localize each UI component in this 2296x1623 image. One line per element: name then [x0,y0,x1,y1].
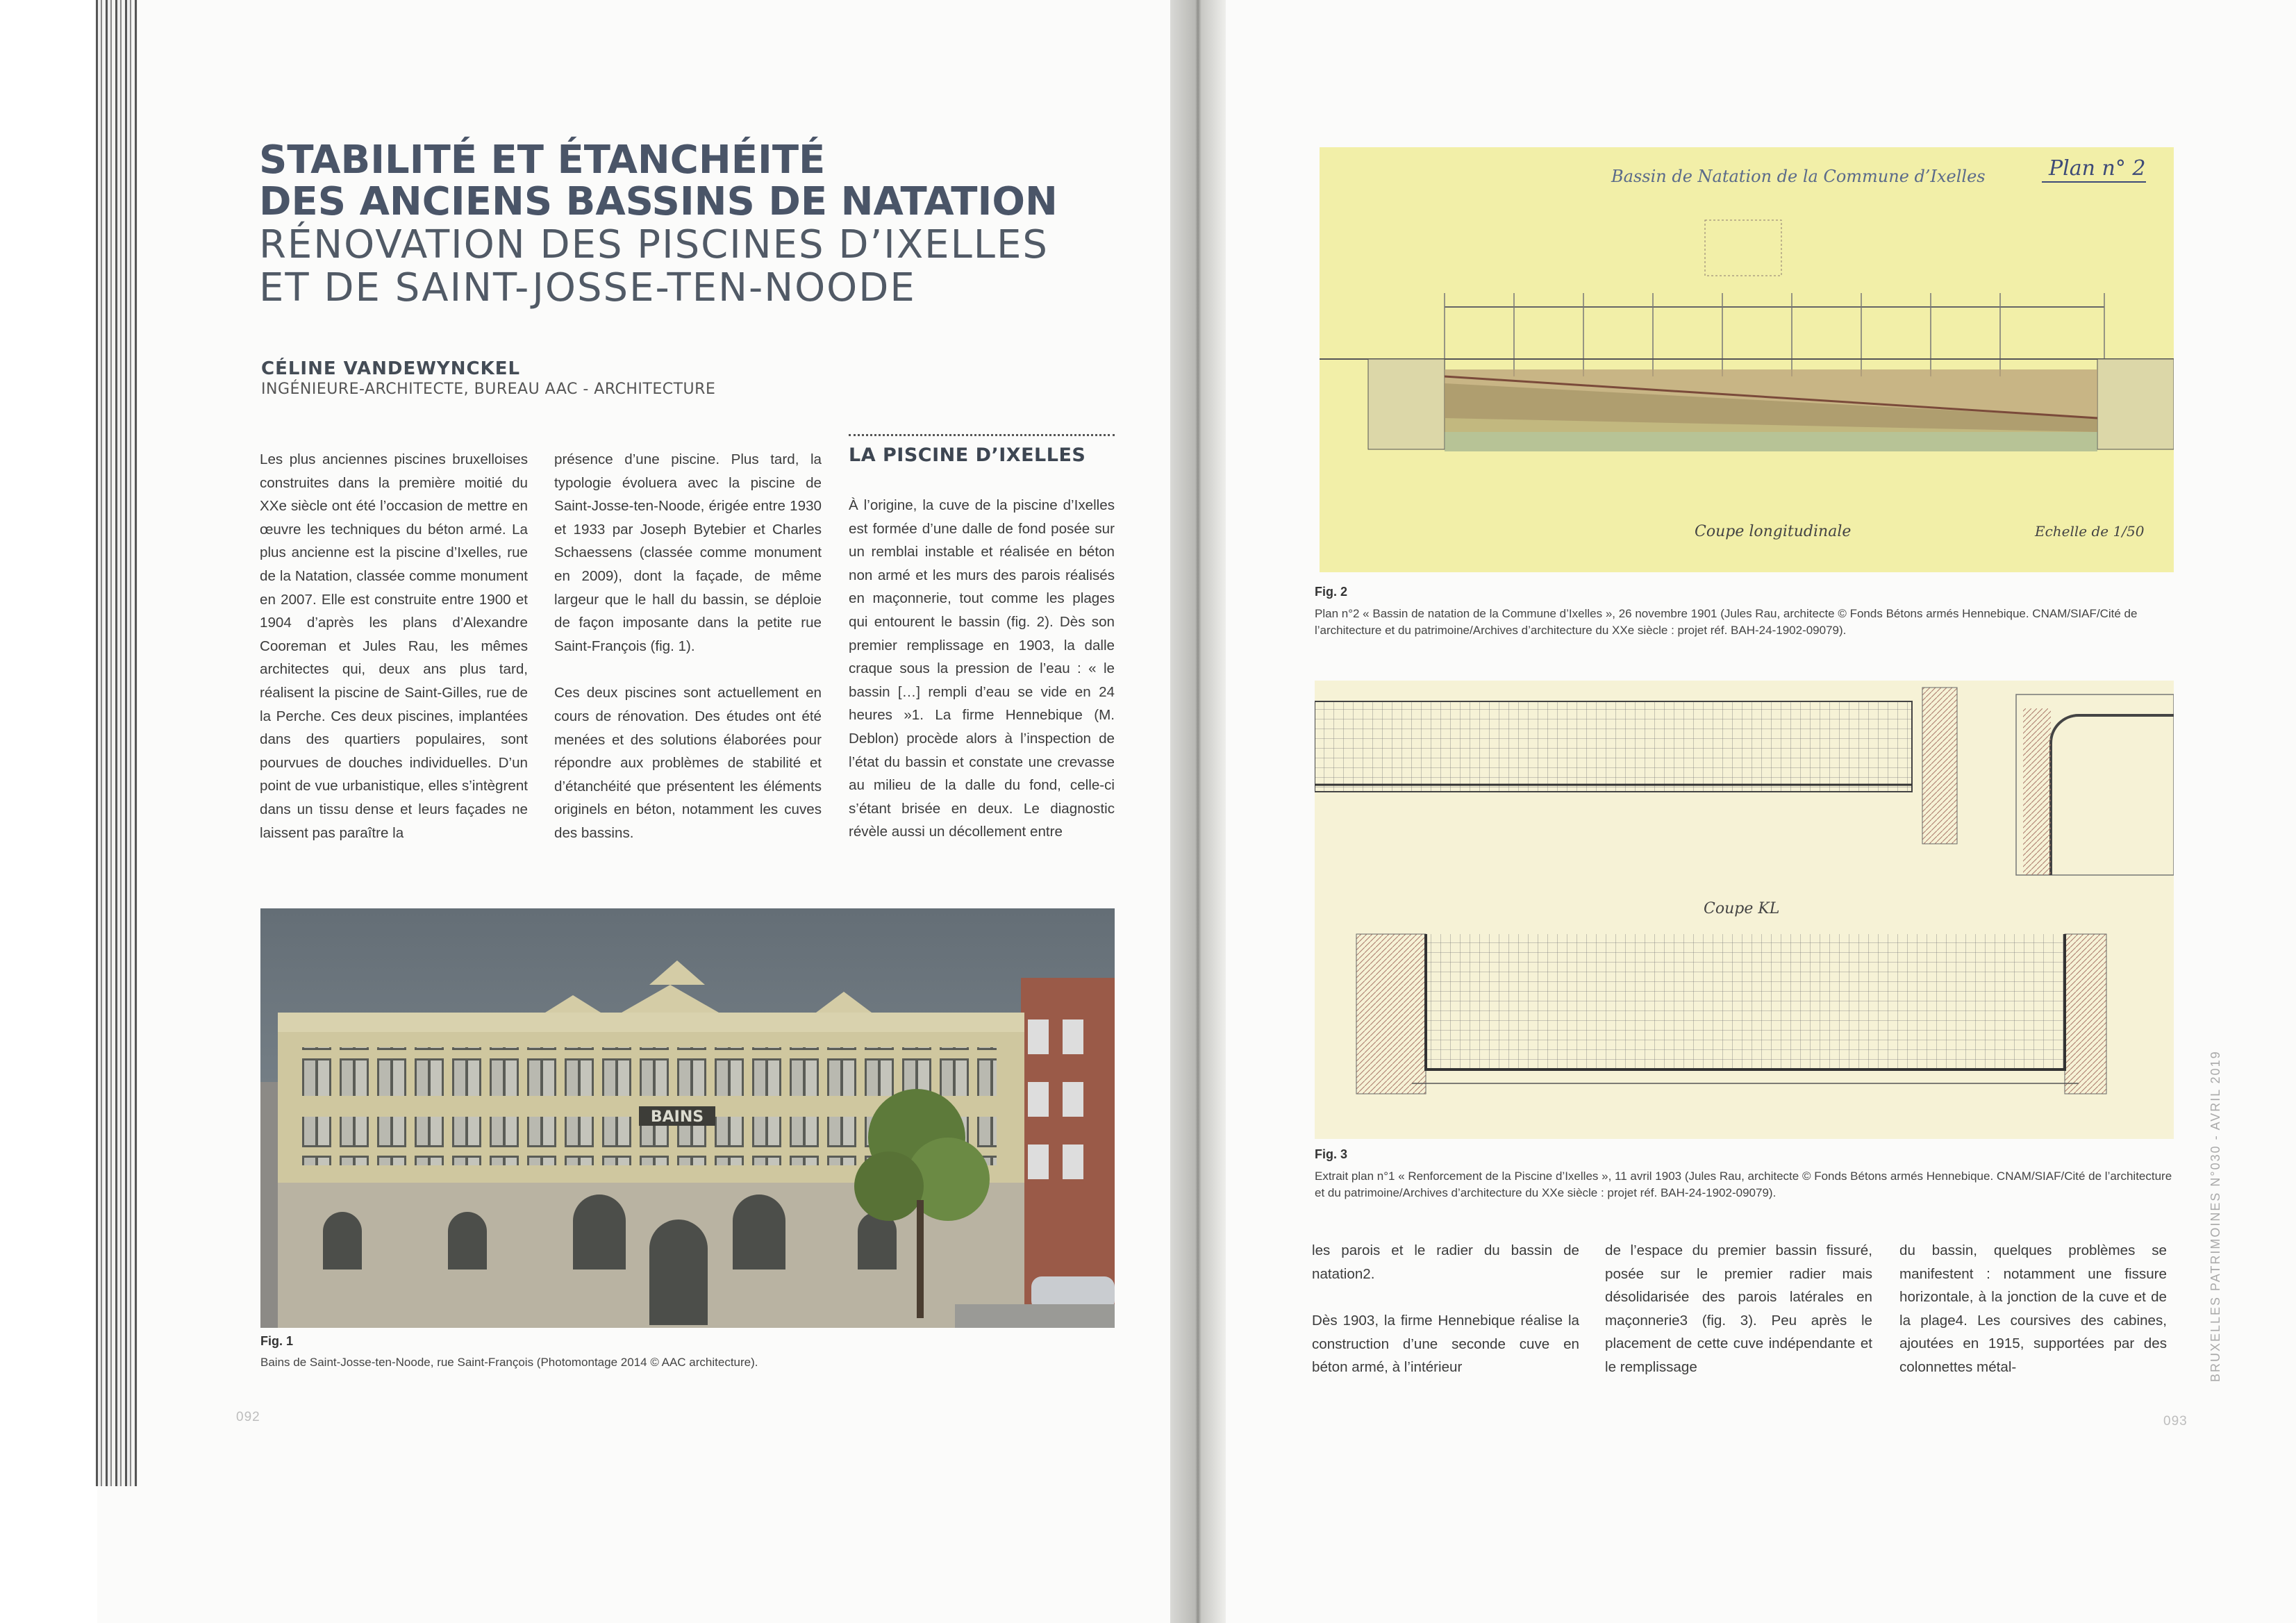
fig3-section-label: Coupe KL [1704,900,1780,917]
body-column-5 [1605,1239,1872,1379]
fig2-plan-number: Plan n° 2 [2049,156,2146,181]
body-column-1 [260,448,528,844]
page-outer-margin [0,0,97,1623]
body-column-4 [1312,1239,1579,1379]
paragraph: À l’origine, la cuve de la piscine d’Ixelles est formée d’une dalle de fond posée sur un remblai instable et réalisée en béton non armé et les murs des parois réalisés en maçonnerie, tout comme les plages qui entourent le bassin (fig. 2). Dès son premier remplissage en 1903, la dalle craque sous la pression de l’eau : « le bassin […] rempli d’eau se vide en 24 heures »1. La firme Hennebique (M. Deblon) procède alors à l’inspection de l’état du bassin et constate une crevasse au milieu de la dalle du fond, celle-ci s’étant brisée en deux. Le diagnostic révèle aussi un décollement entre [849,497,1115,840]
folio-right: 093 [2163,1414,2188,1429]
fig2-plan-drawing [1320,147,2174,572]
page-edge-stack [96,0,138,1486]
fig1-label: Fig. 1 [260,1334,294,1348]
fig1-caption: Bains de Saint-Josse-ten-Noode, rue Saint-François (Photomontage 2014 © AAC architecture). [260,1356,758,1369]
fig2-caption: Plan n°2 « Bassin de natation de la Commune d’Ixelles », 26 novembre 1901 (Jules Rau, architecte © Fonds Bétons armés Hennebique. CNAM/SIAF/Cité de l’architecture et du patrimoine/Archives d’architecture du XXe siècle : projet réf. BAH-24-1902-09079). [1315,607,2138,637]
section-heading: LA PISCINE D’IXELLES [849,444,1086,466]
folio-left: 092 [236,1410,260,1424]
fig3-reinforcement-drawing [1315,681,2174,1139]
paragraph: du bassin, quelques problèmes se manifestent : notamment une fissure horizontale, à la jonction de la cuve et de la plage4. Les coursives des cabines, ajoutées en 1915, supportées par des colonnettes métal- [1899,1242,2167,1375]
article-title-line-2: DES ANCIENS BASSINS DE NATATION [259,179,1058,224]
paragraph: les parois et le radier du bassin de natation2. [1312,1242,1579,1282]
article-subtitle-line-2: ET DE SAINT-JOSSE-TEN-NOODE [259,265,916,310]
paragraph: Dès 1903, la firme Hennebique réalise la construction d’une seconde cuve en béton armé, à l’intérieur [1312,1313,1579,1376]
section-dotted-rule [849,434,1115,436]
running-head-vertical: BRUXELLES PATRIMOINES N°030 - AVRIL 2019 [2208,1050,2222,1382]
body-column-2 [554,448,822,845]
fig3-caption: Extrait plan n°1 « Renforcement de la Piscine d’Ixelles », 11 avril 1903 (Jules Rau, architecte © Fonds Bétons armés Hennebique. CNAM/SIAF/Cité de l’architecture et du patrimoine/Archives d’architecture du XXe siècle : projet réf. BAH-24-1902-09079). [1315,1170,2172,1199]
fig2-scale-label: Echelle de 1/50 [2035,523,2145,540]
article-title-line-1: STABILITÉ ET ÉTANCHÉITÉ [259,138,826,183]
fig2-label: Fig. 2 [1315,585,1348,599]
body-column-3 [849,494,1115,844]
fig1-building-photomontage [260,908,1115,1328]
fig2-drawing-title: Bassin de Natation de la Commune d’Ixelles [1611,167,1986,186]
fig3-label: Fig. 3 [1315,1147,1348,1161]
fig1-sign-text: BAINS [650,1108,704,1126]
paragraph: présence d’une piscine. Plus tard, la typologie évoluera avec la piscine de Saint-Josse-ten-Noode, érigée entre 1930 et 1933 par Joseph Bytebier et Charles Schaessens (classée comme monument en 2009), dont la façade, de même largeur que le hall du bassin, se déploie de façon imposante dans la petite rue Saint-François (fig. 1). [554,451,822,654]
fig2-section-drawing [1320,147,2174,572]
author-affiliation: INGÉNIEURE-ARCHITECTE, BUREAU AAC - ARCHITECTURE [261,381,716,398]
body-column-6 [1899,1239,2167,1379]
fig2-section-label: Coupe longitudinale [1695,523,1852,540]
book-binding-gutter [1170,0,1226,1623]
paragraph: Ces deux piscines sont actuellement en cours de rénovation. Des études ont été menées et des solutions élaborées pour répondre aux problèmes de stabilité et d’étanchéité que présentent les éléments originels en béton, notamment les cuves des bassins. [554,685,822,841]
author-name: CÉLINE VANDEWYNCKEL [261,358,521,379]
article-subtitle-line-1: RÉNOVATION DES PISCINES D’IXELLES [259,222,1049,267]
paragraph: de l’espace du premier bassin fissuré, posée sur le premier radier mais désolidarisée des parois latérales en maçonnerie3 (fig. 3). Peu après le placement de cette cuve indépendante et le remplissage [1605,1242,1872,1375]
fig1-photo [260,908,1115,1328]
paragraph: Les plus anciennes piscines bruxelloises construites dans la première moitié du XXe siècle ont été l’occasion de mettre en œuvre les techniques du béton armé. La plus ancienne est la piscine d’Ixelles, rue de la Natation, classée comme monument en 2007. Elle est construite entre 1900 et 1904 d’après les plans d’Alexandre Cooreman et Jules Rau, les mêmes architectes qui, deux ans plus tard, réalisent la piscine de Saint-Gilles, rue de la Perche. Ces deux piscines, implantées dans des quartiers populaires, sont pourvues de douches individuelles. D’un point de vue urbanistique, elles s’intègrent dans un tissu dense et leurs façades ne laissent pas paraître la [260,451,528,841]
fig3-plan-drawing [1315,681,2174,1139]
